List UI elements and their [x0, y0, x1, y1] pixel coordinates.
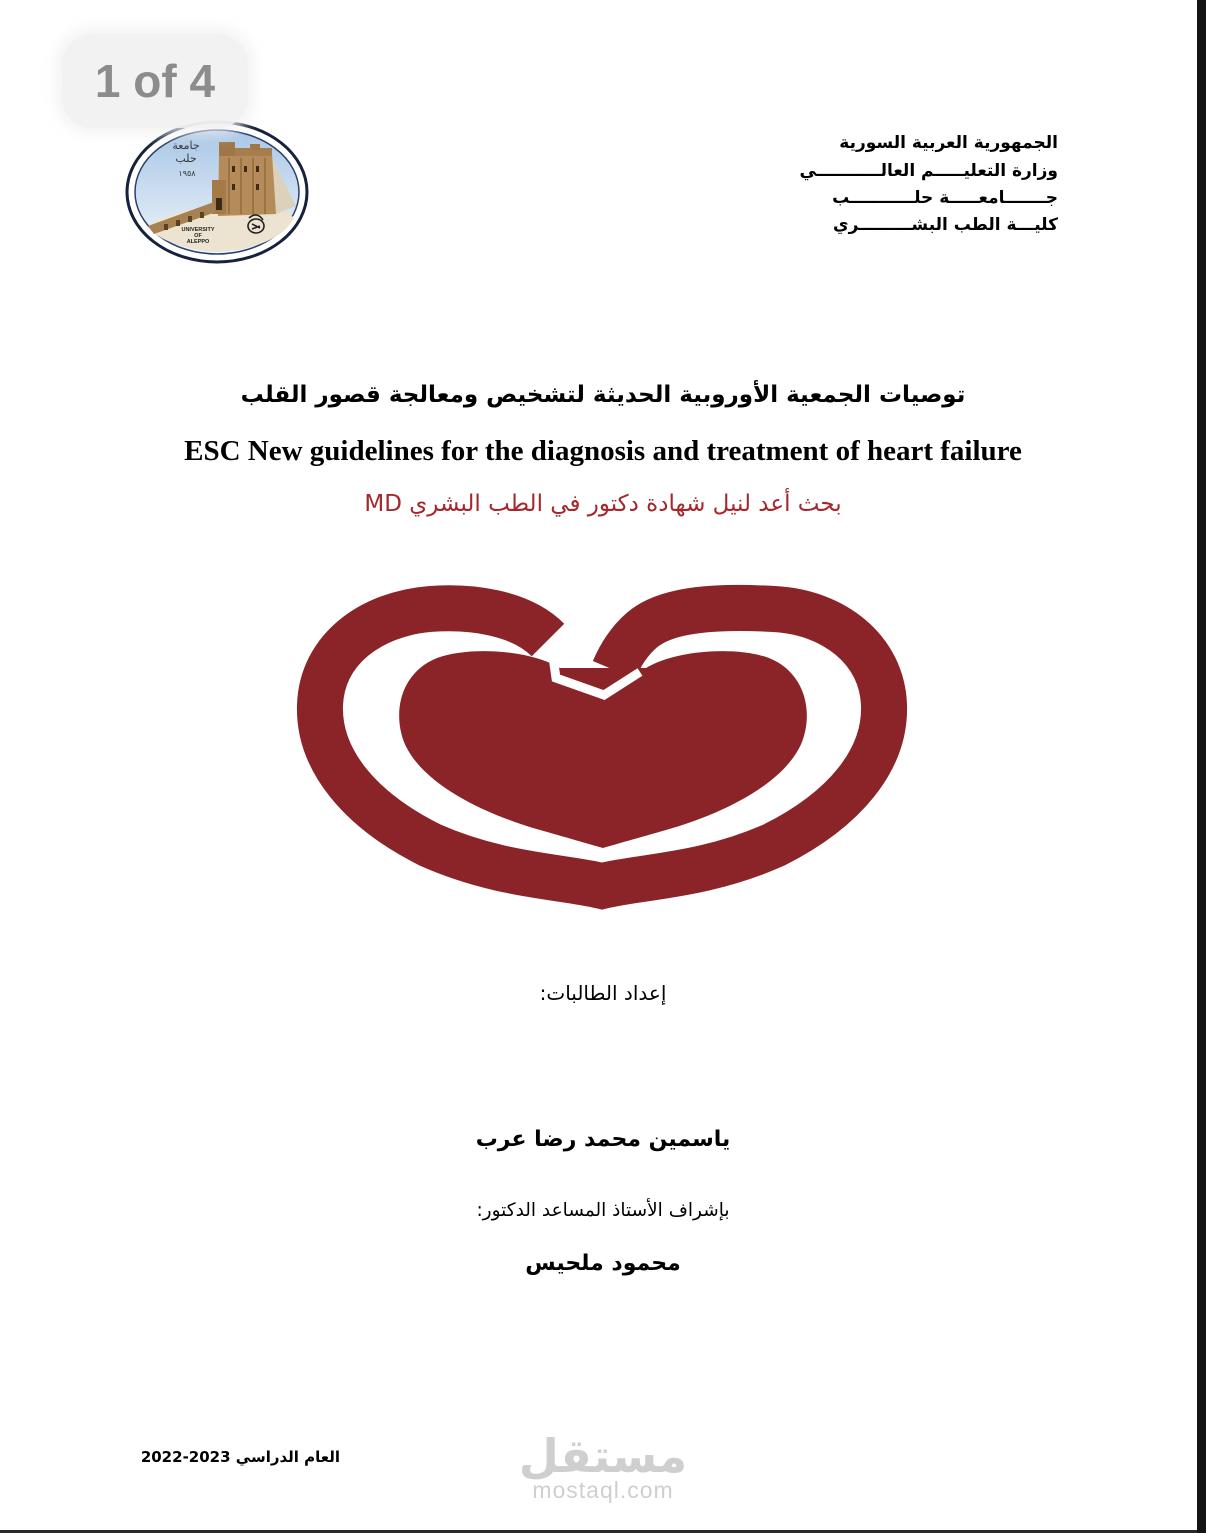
academic-year: العام الدراسي 2023-2022: [140, 1448, 340, 1466]
header-faculty: كليـــة الطب البشـــــــــري: [832, 215, 1058, 235]
supervisor-label: بإشراف الأستاذ المساعد الدكتور:: [476, 1200, 730, 1221]
student-name: ياسمين محمد رضا عرب: [475, 1127, 731, 1152]
page-indicator: 1 of 4: [62, 34, 248, 128]
logo-english-line3: ALEPPO: [186, 239, 210, 245]
header-ministry: وزارة التعليـــــم العالـــــــــــي: [799, 161, 1058, 181]
header-country: الجمهورية العربية السورية: [839, 133, 1058, 153]
watermark-brand: مستقل: [518, 1429, 688, 1483]
title-arabic: توصيات الجمعية الأوروبية الحديثة لتشخيص ومعالجة قصور القلب: [240, 382, 966, 408]
watermark-site: mostaql.com: [532, 1477, 674, 1503]
logo-founded-year: ١٩٥٨: [178, 169, 196, 178]
header-university: جـــــــامعـــــة حلـــــــــــب: [832, 188, 1058, 208]
logo-english-line2: OF: [194, 233, 202, 239]
logo-arabic-name-line2: حلب: [175, 152, 197, 165]
prepared-by-label: إعداد الطالبات:: [539, 981, 667, 1005]
esc-heart-logo: [290, 582, 920, 918]
logo-arabic-name-line1: جامعة: [172, 139, 200, 152]
degree-statement: بحث أعد لنيل شهادة دكتور في الطب البشري MD: [364, 491, 842, 517]
university-of-aleppo-logo: [124, 118, 310, 266]
esc-logo-inner-heart: [399, 651, 807, 848]
logo-english-line1: UNIVERSITY: [181, 227, 215, 233]
viewer-right-edge: [1197, 0, 1206, 1533]
logo-citadel: [218, 154, 276, 216]
supervisor-name: محمود ملحيس: [525, 1251, 681, 1276]
title-english: ESC New guidelines for the diagnosis and treatment of heart failure: [184, 435, 1022, 467]
